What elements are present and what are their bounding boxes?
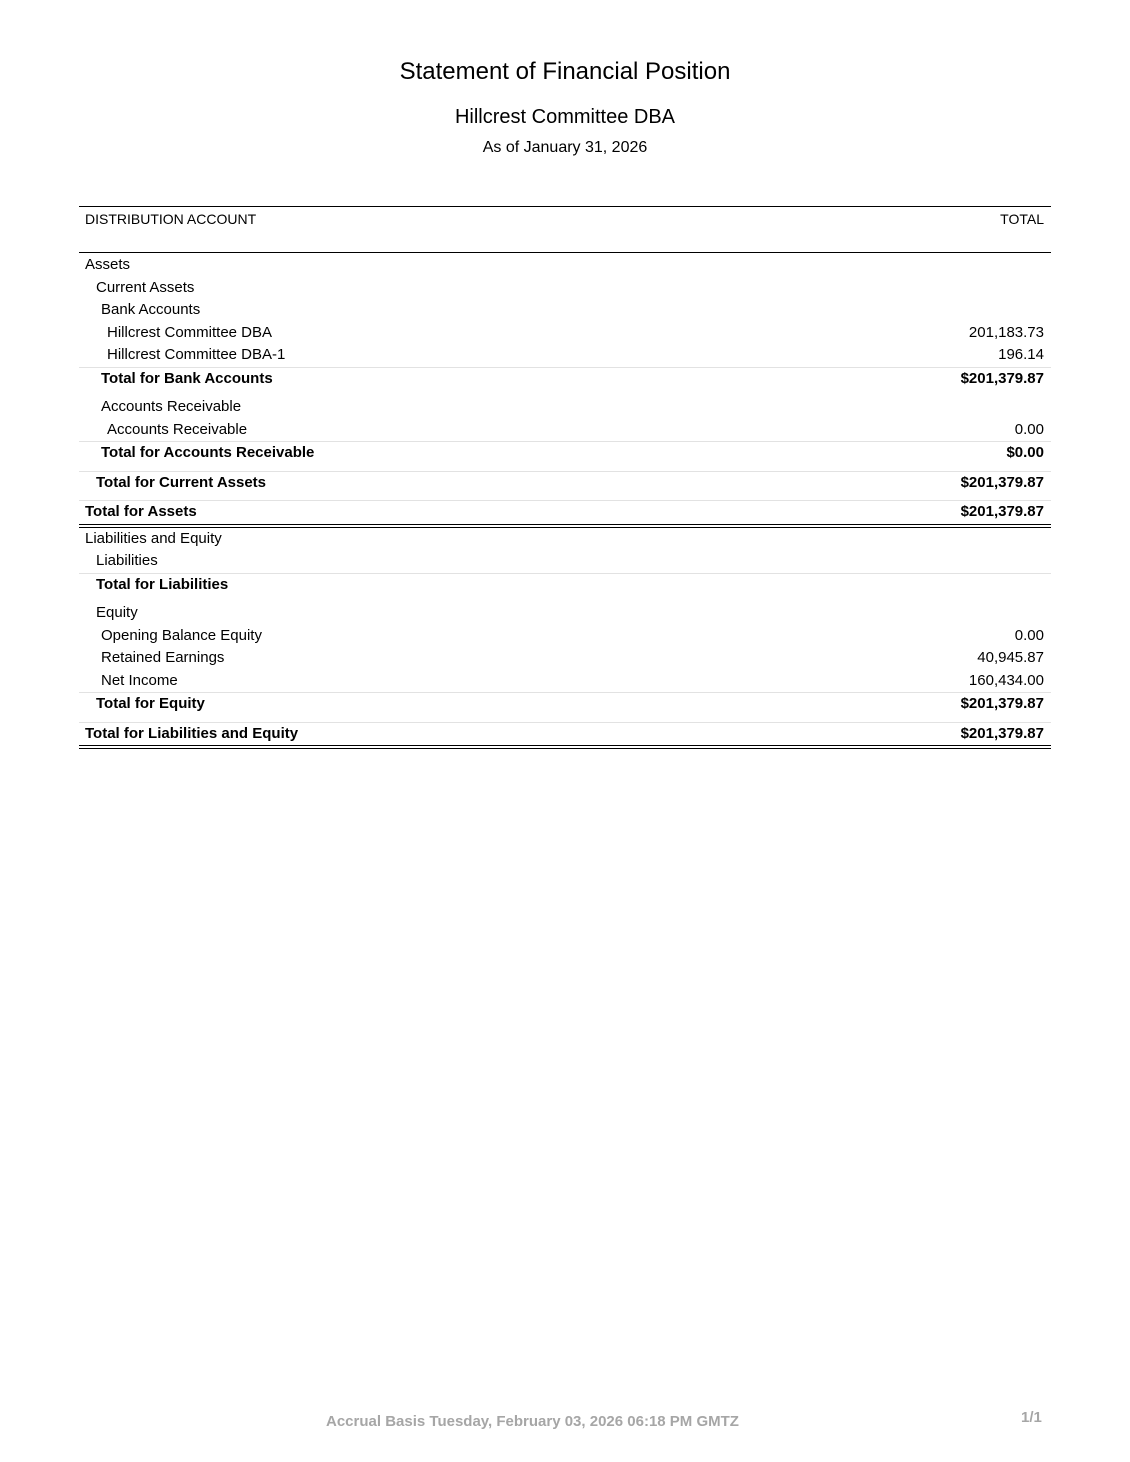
account-row [79,322,1051,345]
total-row-liabilities [79,573,1051,597]
account-name: Net Income [101,671,178,689]
total-label: Total for Bank Accounts [101,369,273,387]
total-row-assets [79,500,1051,528]
account-amount: 196.14 [998,346,1044,363]
account-amount: 201,183.73 [968,323,1044,341]
total-row-equity [79,692,1051,716]
account-amount: 40,945.87 [977,649,1044,666]
account-name: Accounts Receivable [107,420,248,438]
group-equity [79,602,1051,625]
account-amount: 0.00 [1014,420,1044,438]
row-label: Liabilities and Equity [85,529,222,547]
report-title: Statement of Financial Position [399,58,731,85]
section-assets [79,254,1051,277]
total-label: Total for Current Assets [96,473,267,491]
total-row-bank-accounts [79,367,1051,391]
total-row-liabilities-equity [79,722,1051,750]
footer-basis: Accrual Basis Tuesday, February 03, 2026 06:18 PM GMTZ [326,1413,739,1430]
section-liabilities-equity [79,528,1051,551]
account-amount: 160,434.00 [968,671,1044,689]
total-amount: $201,379.87 [960,695,1044,712]
column-header-account: DISTRIBUTION ACCOUNT [85,211,257,227]
report-table [79,206,1051,749]
account-row [79,344,1051,367]
account-row [79,647,1051,670]
total-amount: $201,379.87 [960,369,1044,387]
row-label: Equity [96,604,138,621]
row-label: Bank Accounts [101,301,201,318]
total-label: Total for Liabilities and Equity [85,724,299,742]
total-amount: $201,379.87 [960,724,1044,742]
total-row-accounts-receivable [79,441,1051,465]
row-label: Accounts Receivable [101,398,242,415]
total-amount: $201,379.87 [960,473,1044,491]
total-label: Total for Accounts Receivable [101,444,315,461]
row-label: Assets [85,256,131,273]
total-label: Total for Equity [96,695,205,712]
group-current-assets [79,277,1051,300]
account-name: Opening Balance Equity [101,626,262,644]
group-liabilities [79,550,1051,573]
account-row [79,625,1051,648]
report-period: As of January 31, 2026 [482,139,648,156]
account-amount: 0.00 [1014,626,1044,644]
account-row [79,419,1051,442]
total-label: Total for Assets [85,503,197,520]
account-row [79,670,1051,693]
company-name: Hillcrest Committee DBA [454,106,676,128]
account-name: Hillcrest Committee DBA [107,323,273,341]
total-row-current-assets [79,471,1051,495]
row-label: Liabilities [96,552,158,569]
row-label: Current Assets [96,278,195,296]
group-accounts-receivable [79,396,1051,419]
group-bank-accounts [79,299,1051,322]
total-label: Total for Liabilities [96,575,229,593]
total-amount: $0.00 [1006,444,1044,461]
account-name: Hillcrest Committee DBA-1 [107,346,286,363]
total-amount: $201,379.87 [960,503,1044,520]
column-header-total: TOTAL [1000,211,1044,227]
column-header [79,206,1051,253]
account-name: Retained Earnings [101,649,225,666]
page-number: 1/1 [1021,1409,1042,1426]
